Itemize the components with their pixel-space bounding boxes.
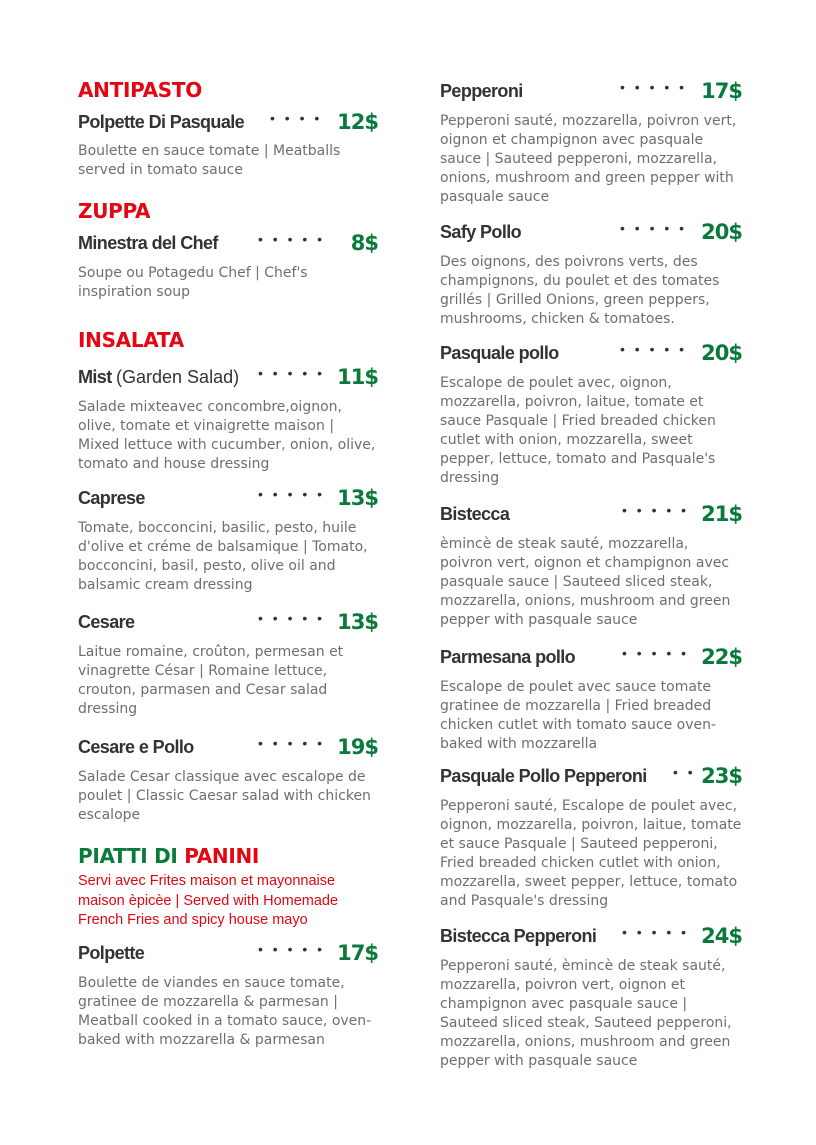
- item-price: 20$: [701, 220, 742, 244]
- item-name: Cesare: [78, 612, 135, 632]
- section-title-antipasto: ANTIPASTO: [78, 78, 202, 102]
- item-name-extra: (Garden Salad): [116, 367, 240, 387]
- dot-leader: • •: [673, 764, 696, 780]
- section-title-part-b: PANINI: [184, 844, 260, 868]
- item-name: Cesare e Pollo: [78, 737, 194, 757]
- item-price: 23$: [701, 764, 742, 788]
- dot-leader: • • • • •: [258, 941, 326, 957]
- dot-leader: • • • • •: [258, 486, 326, 502]
- dot-leader: • • • • •: [620, 220, 688, 236]
- menu-item-minestra-del-chef: [78, 231, 378, 255]
- item-description: Des oignons, des poivrons verts, des champignons, du poulet et des tomates grillés | Grilled Onions, green peppers, mushrooms, chicken & tomatoes.: [440, 254, 720, 327]
- menu-item-bistecca-pepperoni: [440, 924, 742, 948]
- section-title-zuppa: ZUPPA: [78, 199, 151, 223]
- item-name: Pasquale Pollo Pepperoni: [440, 766, 647, 786]
- menu-item-polpette-di-pasquale: [78, 110, 378, 134]
- item-description: Soupe ou Potagedu Chef | Chef's inspiration soup: [78, 265, 308, 300]
- section-title-insalata: INSALATA: [78, 328, 184, 352]
- item-name: Mist (Garden Salad): [78, 367, 240, 387]
- item-description: Boulette de viandes en sauce tomate, gratinee de mozzarella & parmesan | Meatball cooked in a tomato sauce, oven-baked with mozzarella & parmesan: [78, 975, 372, 1048]
- dot-leader: • • • • •: [620, 341, 688, 357]
- item-name: Pasquale pollo: [440, 343, 559, 363]
- item-price: 17$: [701, 79, 742, 103]
- item-description: Salade Cesar classique avec escalope de poulet | Classic Caesar salad with chicken escalope: [78, 769, 371, 823]
- dot-leader: • • • • •: [258, 610, 326, 626]
- item-price: 20$: [701, 341, 742, 365]
- item-description: Salade mixteavec concombre,oignon, olive, tomate et vinaigrette maison | Mixed lettuce with cucumber, onion, olive, tomato and house dressing: [78, 399, 376, 472]
- item-description: Boulette en sauce tomate | Meatballs served in tomato sauce: [78, 143, 341, 178]
- dot-leader: • • • • •: [622, 645, 690, 661]
- section-title-piatti-di-panini: [78, 844, 259, 868]
- item-description: Pepperoni sauté, mozzarella, poivron vert, oignon et champignon avec pasquale sauce | Sauteed pepperoni, mozzarella, onions, mushroom and green pepper with pasquale sauce: [440, 113, 737, 205]
- dot-leader: • • • • •: [622, 502, 690, 518]
- menu-item-parmesana-pollo: [440, 645, 742, 669]
- item-name: Caprese: [78, 488, 145, 508]
- item-price: 21$: [701, 502, 742, 526]
- item-price: 11$: [337, 365, 378, 389]
- menu-item-mist: [78, 365, 378, 389]
- item-description: Escalope de poulet avec, oignon, mozzarella, poivron, laitue, tomate et sauce Pasquale | Fried breaded chicken cutlet with onion, mozzarella, sweet pepper, lettuce, tomato and Pasquale's dressing: [440, 375, 716, 486]
- item-price: 13$: [337, 610, 378, 634]
- item-price: 24$: [701, 924, 742, 948]
- item-description: èmincè de steak sauté, mozzarella, poivron vert, oignon et champignon avec pasquale sauce | Sauteed sliced steak, mozzarella, onions, mushroom and green pepper with pasquale sauce: [440, 536, 731, 628]
- item-name: Bistecca: [440, 504, 510, 524]
- menu-item-cesare: [78, 610, 378, 634]
- item-name: Minestra del Chef: [78, 233, 218, 253]
- menu-item-cesare-e-pollo: [78, 735, 378, 759]
- item-name: Parmesana pollo: [440, 647, 576, 667]
- dot-leader: • • • • •: [258, 365, 326, 381]
- menu-item-pasquale-pollo-pepperoni: [440, 764, 742, 788]
- item-price: 19$: [337, 735, 378, 759]
- item-price: 8$: [350, 231, 378, 255]
- item-description: Laitue romaine, croûton, permesan et vinagrette César | Romaine lettuce, crouton, parmasen and Cesar salad dressing: [78, 644, 344, 717]
- dot-leader: • • • • •: [258, 231, 326, 247]
- dot-leader: • • • •: [270, 110, 323, 126]
- menu-item-caprese: [78, 486, 378, 510]
- section-note: Servi avec Frites maison et mayonnaise maison èpicèe | Served with Homemade French Fries and spicy house mayo: [78, 873, 339, 928]
- dot-leader: • • • • •: [258, 735, 326, 751]
- item-description: Pepperoni sauté, èmincè de steak sauté, mozzarella, poivron vert, oignon et champignon avec pasquale sauce | Sauteed sliced steak, Sauteed pepperoni, mozzarella, onions, mushroom and green pepper with pasquale sauce: [440, 958, 732, 1069]
- section-title-part-a: PIATTI DI: [78, 844, 178, 868]
- item-name: Pepperoni: [440, 81, 523, 101]
- item-price: 12$: [337, 110, 378, 134]
- menu-item-pepperoni: [440, 79, 742, 103]
- item-name: Bistecca Pepperoni: [440, 926, 597, 946]
- item-description: Escalope de poulet avec sauce tomate gratinee de mozzarella | Fried breaded chicken cutlet with tomato sauce oven-baked with mozzarella: [440, 679, 717, 752]
- item-name: Polpette Di Pasquale: [78, 112, 245, 132]
- item-price: 22$: [701, 645, 742, 669]
- item-description: Pepperoni sauté, Escalope de poulet avec, oignon, mozzarella, poivron, laitue, tomate et sauce Pasquale | Sauteed pepperoni, Fried breaded chicken cutlet with onion, mozzarella, sweet pepper, lettuce, tomato and Pasquale's dressing: [440, 798, 742, 909]
- item-description: Tomate, bocconcini, basilic, pesto, huile d'olive et créme de balsamique | Tomato, bocconcini, basil, pesto, olive oil and balsamic cream dressing: [78, 520, 368, 593]
- menu-item-safy-pollo: [440, 220, 742, 244]
- item-name: Polpette: [78, 943, 145, 963]
- menu-item-pasquale-pollo: [440, 341, 742, 365]
- item-name: Safy Pollo: [440, 222, 522, 242]
- menu-item-polpette: [78, 941, 378, 965]
- item-price: 17$: [337, 941, 378, 965]
- dot-leader: • • • • •: [622, 924, 690, 940]
- item-price: 13$: [337, 486, 378, 510]
- dot-leader: • • • • •: [620, 79, 688, 95]
- menu-item-bistecca: [440, 502, 742, 526]
